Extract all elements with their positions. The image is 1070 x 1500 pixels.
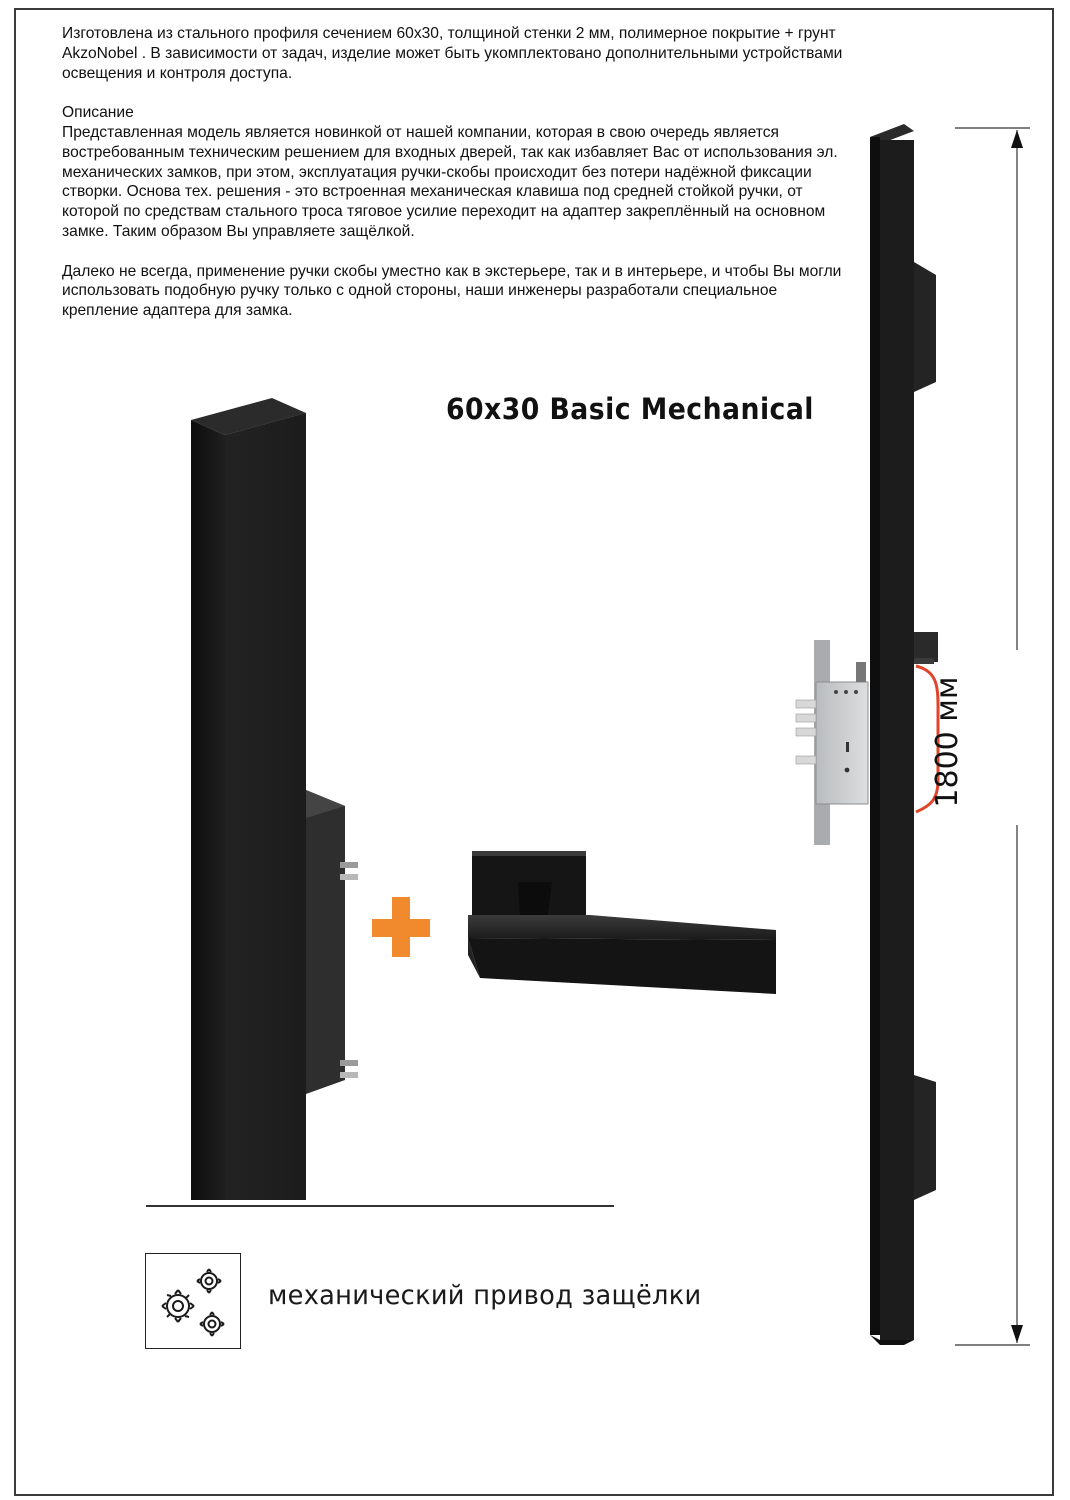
base-line <box>146 1205 614 1207</box>
dimension-label: 1800 мм <box>930 676 965 808</box>
gears-icon <box>145 1253 241 1349</box>
lever-handle <box>468 851 776 994</box>
description-heading: Описание <box>62 104 134 122</box>
handle-post-closeup <box>191 398 358 1200</box>
intro-paragraph-3: Далеко не всегда, применение ручки скобы уместно как в экстерьере, так и в интерьере, и чтобы Вы могли использовать подобную ручку только с одной стороны, наши инженеры разработали специальное крепление адаптера для замка. <box>62 262 842 320</box>
caption: механический привод защёлки <box>268 1280 702 1311</box>
handle-full <box>870 124 938 1345</box>
plus-icon <box>372 897 430 957</box>
model-title: 60x30 Basic Mechanical <box>446 392 814 426</box>
dimension-line <box>955 128 1030 1345</box>
intro-paragraph-1: Изготовлена из стального профиля сечением 60х30, толщиной стенки 2 мм, полимерное покрытие + грунт AkzoNobel . В зависимости от задач, изделие может быть укомплектовано дополнительными устройствами освещения и контроля доступа. <box>62 25 843 82</box>
mortise-lock <box>796 640 868 845</box>
description-paragraph: Представленная модель является новинкой от нашей компании, которая в свою очередь является востребованным техническим решением для входных дверей, так как избавляет Вас от использования эл. механических замков, при этом, эксплуатация ручки-скобы происходит без потери надёжной фиксации створки. Основа тех. решения - это встроенная механическая клавиша под средней стойкой ручки, от которой по средствам стального троса тяговое усилие переходит на адаптер закреплённый на основном замке. Таким образом Вы управляете защёлкой. <box>62 123 838 240</box>
